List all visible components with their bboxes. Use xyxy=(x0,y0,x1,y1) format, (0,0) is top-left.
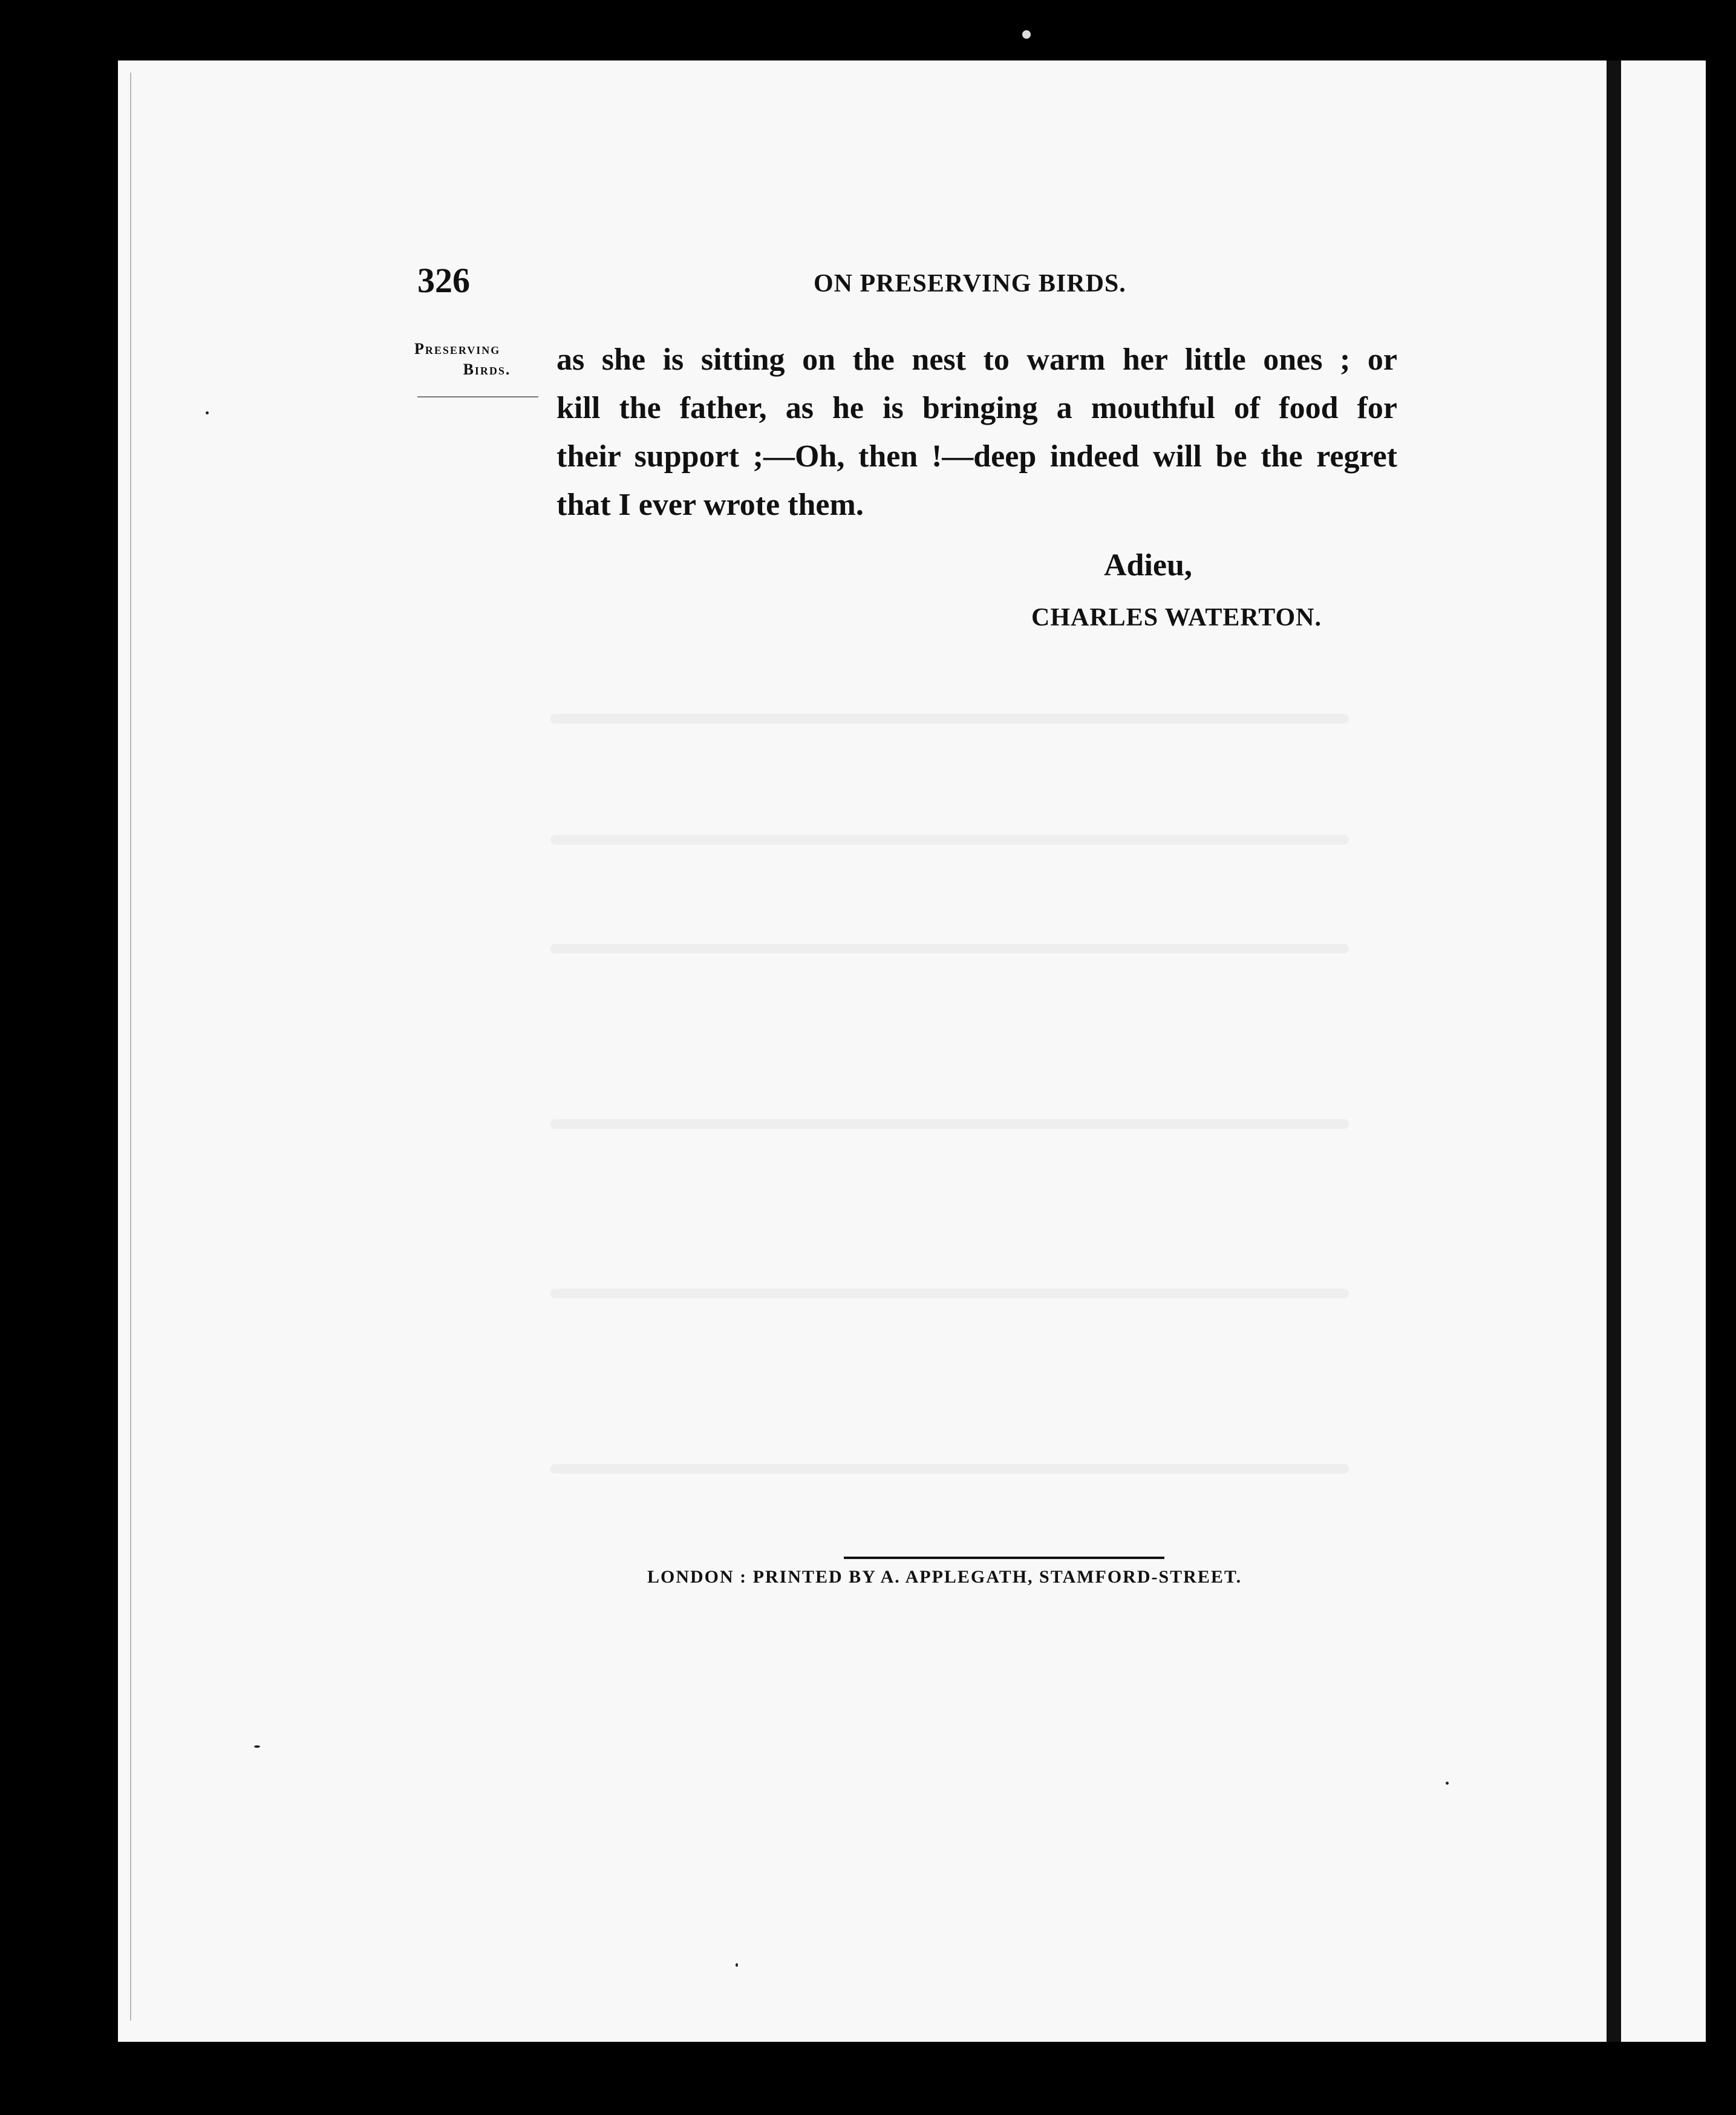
show-through-line xyxy=(550,835,1349,845)
scan-speck xyxy=(1446,1782,1449,1785)
show-through-line xyxy=(550,714,1349,724)
page-gutter xyxy=(1607,60,1621,2042)
margin-note-line: Birds. xyxy=(463,361,511,378)
page-margin-line xyxy=(130,73,131,2021)
scan-speck xyxy=(1022,30,1031,39)
signature: CHARLES WATERTON. xyxy=(1031,604,1322,632)
body-paragraph xyxy=(556,336,1397,529)
show-through-line xyxy=(550,1289,1349,1298)
page-number: 326 xyxy=(417,261,470,300)
body-line: kill the father, as he is bringing a mouthful of food for xyxy=(556,391,1397,425)
running-head: ON PRESERVING BIRDS. xyxy=(814,270,1126,298)
show-through-line xyxy=(550,1119,1349,1129)
show-through-line xyxy=(550,1464,1349,1474)
scan-speck xyxy=(206,411,209,414)
margin-note xyxy=(414,339,547,380)
margin-note-rule xyxy=(417,396,538,397)
body-line: as she is sitting on the nest to warm her little ones ; or xyxy=(556,342,1397,377)
body-line: that I ever wrote them. xyxy=(556,488,864,522)
valediction: Adieu, xyxy=(1104,548,1192,583)
facing-page-edge xyxy=(1621,60,1706,2042)
show-through-line xyxy=(550,944,1349,953)
scan-speck xyxy=(736,1963,738,1967)
margin-note-line: Preserving xyxy=(414,340,501,358)
imprint-rule xyxy=(844,1557,1164,1559)
printer-imprint: LONDON : PRINTED BY A. APPLEGATH, STAMFORD-STREET. xyxy=(647,1567,1242,1587)
scan-speck xyxy=(254,1745,260,1748)
body-line: their support ;—Oh, then !—deep indeed will be the regret xyxy=(556,439,1397,474)
